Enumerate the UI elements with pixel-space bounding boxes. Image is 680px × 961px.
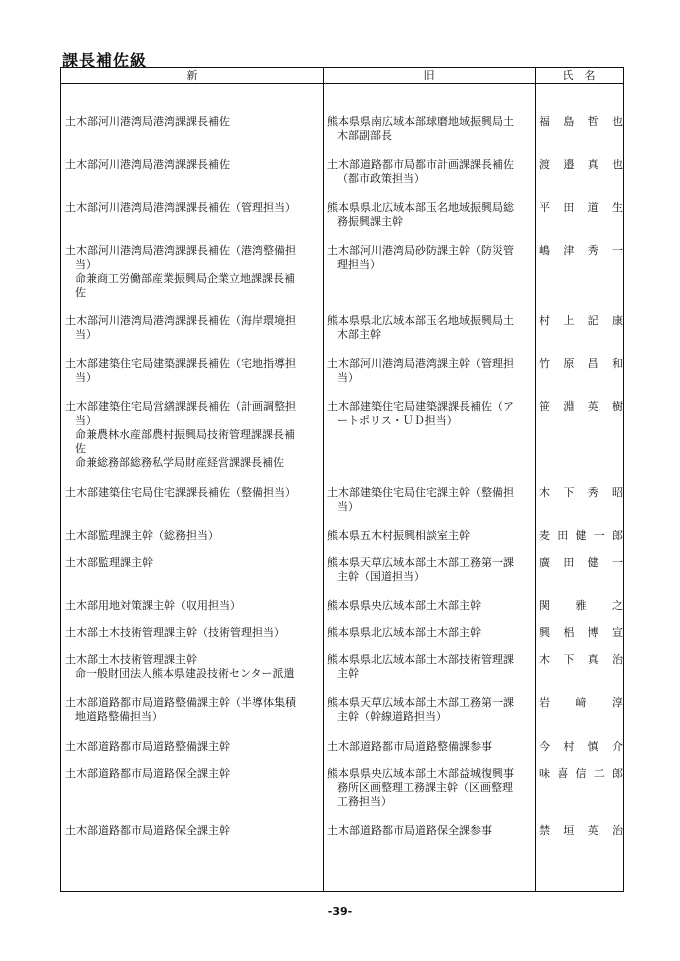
old-position-line: 木部主幹 <box>337 328 381 341</box>
column-divider <box>323 68 324 891</box>
new-position-line: 土木部監理課主幹（総務担当） <box>65 529 219 542</box>
old-position <box>327 824 533 838</box>
new-position-line: 命一般財団法人熊本県建設技術センター派遣 <box>75 667 295 680</box>
header-old: 旧 <box>423 69 435 82</box>
old-position-line: 土木部道路都市局道路整備課参事 <box>327 740 492 753</box>
old-position-line: 土木部河川港湾局砂防課主幹（防災管 <box>327 244 514 257</box>
new-position <box>65 824 321 838</box>
new-position <box>65 653 321 681</box>
old-position-line: ートポリス・ＵＤ担当） <box>337 414 458 427</box>
old-position <box>327 626 533 640</box>
new-position-line: 当） <box>75 258 97 271</box>
old-position <box>327 115 533 143</box>
new-position-line: 土木部河川港湾局港湾課課長補佐（港湾整備担 <box>65 244 296 257</box>
old-position-line: 土木部道路都市局道路保全課参事 <box>327 824 492 837</box>
old-position <box>327 158 533 186</box>
person-name: 関 雅 之 <box>539 599 623 612</box>
person-name: 廣 田 健 一 <box>539 556 623 569</box>
old-position <box>327 696 533 724</box>
new-position-line: 土木部土木技術管理課主幹 <box>65 653 197 666</box>
page-number: -39- <box>327 905 353 918</box>
new-position-line: 土木部用地対策課主幹（収用担当） <box>65 599 241 612</box>
old-position-line: 当） <box>337 371 359 384</box>
old-position <box>327 244 533 272</box>
person-name: 竹 原 昌 和 <box>539 357 623 370</box>
old-position <box>327 653 533 681</box>
old-position-line: （都市政策担当） <box>337 172 425 185</box>
new-position <box>65 740 321 754</box>
old-position <box>327 599 533 613</box>
person-name: 福 島 哲 也 <box>539 115 623 128</box>
new-position <box>65 201 321 215</box>
old-position-line: 主幹（幹線道路担当） <box>337 710 447 723</box>
new-position <box>65 696 321 724</box>
old-position-line: 熊本県県央広域本部土木部益城復興事 <box>327 767 514 780</box>
new-position <box>65 244 321 300</box>
person-name: 麦 田 健 一 郎 <box>539 529 623 542</box>
new-position-line: 土木部建築住宅局住宅課課長補佐（整備担当） <box>65 486 296 499</box>
old-position <box>327 767 533 809</box>
new-position-line: 土木部道路都市局道路保全課主幹 <box>65 824 230 837</box>
new-position <box>65 626 321 640</box>
new-position-line: 命兼商工労働部産業振興局企業立地課課長補 <box>75 272 295 285</box>
old-position-line: 熊本県県北広域本部玉名地域振興局土 <box>327 314 514 327</box>
old-position <box>327 556 533 584</box>
person-name: 禁 垣 英 治 <box>539 824 623 837</box>
person-name: 今 村 慎 介 <box>539 740 623 753</box>
old-position-line: 熊本県県央広域本部土木部主幹 <box>327 599 481 612</box>
old-position-line: 熊本県天草広域本部土木部工務第一課 <box>327 556 514 569</box>
new-position-line: 土木部建築住宅局建築課課長補佐（宅地指導担 <box>65 357 296 370</box>
person-name: 木 下 真 治 <box>539 653 623 666</box>
new-position-line: 地道路整備担当） <box>75 710 163 723</box>
old-position <box>327 740 533 754</box>
old-position <box>327 357 533 385</box>
old-position-line: 務所区画整理工務課主幹（区画整理 <box>337 781 513 794</box>
new-position-line: 土木部監理課主幹 <box>65 556 153 569</box>
old-position-line: 熊本県県北広域本部土木部技術管理課 <box>327 653 514 666</box>
new-position-line: 土木部土木技術管理課主幹（技術管理担当） <box>65 626 285 639</box>
new-position <box>65 115 321 129</box>
new-position <box>65 599 321 613</box>
new-position <box>65 556 321 570</box>
old-position <box>327 400 533 428</box>
person-name: 岩 﨑 淳 <box>539 696 623 709</box>
new-position <box>65 529 321 543</box>
new-position-line: 当） <box>75 328 97 341</box>
new-position-line: 土木部道路都市局道路整備課主幹 <box>65 740 230 753</box>
column-divider <box>535 68 536 891</box>
person-name: 平 田 道 生 <box>539 201 623 214</box>
old-position-line: 主幹（国道担当） <box>337 570 425 583</box>
person-name: 興 梠 博 宣 <box>539 626 623 639</box>
person-name: 笹 淵 英 樹 <box>539 400 623 413</box>
new-position-line: 土木部道路都市局道路整備課主幹（半導体集積 <box>65 696 296 709</box>
new-position <box>65 158 321 172</box>
old-position-line: 工務担当） <box>337 795 392 808</box>
old-position <box>327 529 533 543</box>
new-position-line: 土木部河川港湾局港湾課課長補佐 <box>65 115 230 128</box>
new-position-line: 土木部道路都市局道路保全課主幹 <box>65 767 230 780</box>
new-position-line: 佐 <box>75 442 86 455</box>
new-position-line: 当） <box>75 371 97 384</box>
new-position <box>65 357 321 385</box>
new-position <box>65 314 321 342</box>
personnel-table <box>60 67 624 892</box>
new-position-line: 土木部河川港湾局港湾課課長補佐（海岸環境担 <box>65 314 296 327</box>
person-name: 嶋 津 秀 一 <box>539 244 623 257</box>
person-name: 村 上 記 康 <box>539 314 623 327</box>
old-position-line: 熊本県県南広域本部球磨地域振興局土 <box>327 115 514 128</box>
old-position-line: 熊本県天草広域本部土木部工務第一課 <box>327 696 514 709</box>
new-position <box>65 400 321 470</box>
header-new: 新 <box>186 69 198 82</box>
old-position <box>327 314 533 342</box>
old-position-line: 土木部河川港湾局港湾課主幹（管理担 <box>327 357 514 370</box>
old-position-line: 木部副部長 <box>337 129 392 142</box>
old-position-line: 当） <box>337 500 359 513</box>
old-position-line: 熊本県県北広域本部土木部主幹 <box>327 626 481 639</box>
new-position <box>65 486 321 500</box>
old-position-line: 熊本県五木村振興相談室主幹 <box>327 529 470 542</box>
new-position-line: 当） <box>75 414 97 427</box>
person-name: 木 下 秀 昭 <box>539 486 623 499</box>
person-name: 味 喜 信 二 郎 <box>539 767 623 780</box>
page-title: 課長補佐級 <box>62 51 148 70</box>
new-position-line: 土木部建築住宅局営繕課課長補佐（計画調整担 <box>65 400 296 413</box>
old-position <box>327 486 533 514</box>
header-name: 氏 名 <box>562 69 596 82</box>
old-position-line: 土木部道路都市局都市計画課課長補佐 <box>327 158 514 171</box>
new-position <box>65 767 321 781</box>
new-position-line: 土木部河川港湾局港湾課課長補佐 <box>65 158 230 171</box>
new-position-line: 佐 <box>75 286 86 299</box>
old-position-line: 務振興課主幹 <box>337 215 403 228</box>
new-position-line: 命兼農林水産部農村振興局技術管理課課長補 <box>75 428 295 441</box>
old-position <box>327 201 533 229</box>
old-position-line: 土木部建築住宅局建築課課長補佐（ア <box>327 400 514 413</box>
old-position-line: 土木部建築住宅局住宅課主幹（整備担 <box>327 486 514 499</box>
new-position-line: 土木部河川港湾局港湾課課長補佐（管理担当） <box>65 201 296 214</box>
old-position-line: 主幹 <box>337 667 359 680</box>
person-name: 渡 邉 真 也 <box>539 158 623 171</box>
new-position-line: 命兼総務部総務私学局財産経営課課長補佐 <box>75 456 284 469</box>
table-header <box>61 68 623 84</box>
old-position-line: 理担当） <box>337 258 381 271</box>
old-position-line: 熊本県県北広域本部玉名地域振興局総 <box>327 201 514 214</box>
